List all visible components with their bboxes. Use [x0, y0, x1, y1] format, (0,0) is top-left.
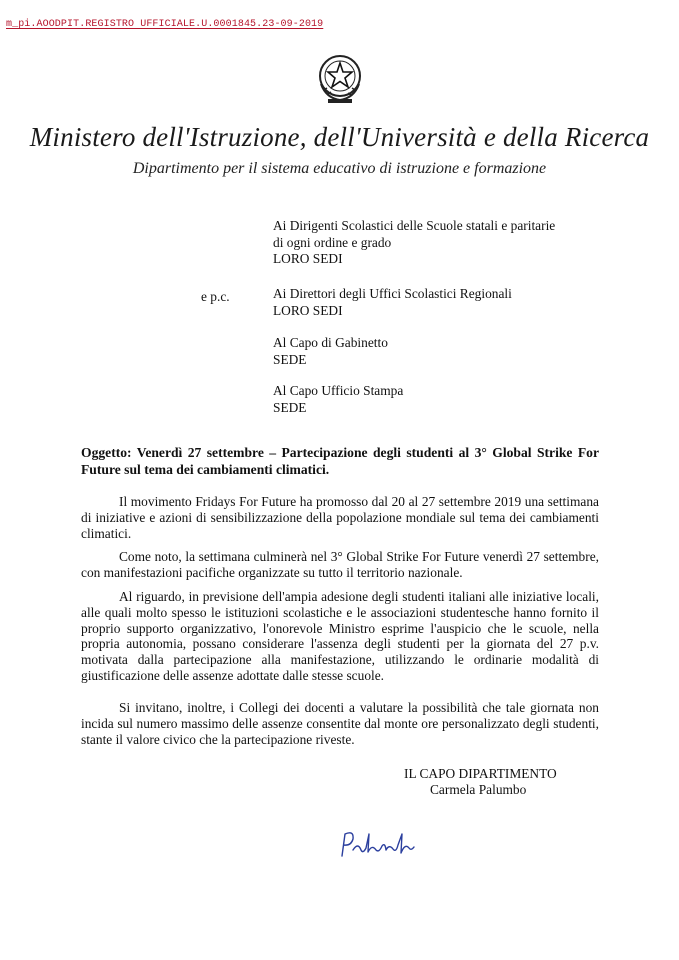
ministry-name: Ministero dell'Istruzione, dell'Università e della Ricerca: [29, 122, 650, 152]
recipient-line: LORO SEDI: [273, 251, 343, 266]
recipient-line: di ogni ordine e grado: [273, 234, 392, 250]
handwritten-signature: [336, 826, 418, 864]
recipient-line: SEDE: [273, 351, 307, 367]
department-name: Dipartimento per il sistema educativo di istruzione e formazione: [132, 160, 547, 177]
recipient-line: Al Capo di Gabinetto: [273, 335, 388, 350]
recipient-block-stampa: [273, 383, 403, 416]
signatory-title: IL CAPO DIPARTIMENTO: [404, 766, 557, 781]
recipient-block-gabinetto: [273, 335, 388, 368]
body-paragraph: Al riguardo, in previsione dell'ampia adesione degli studenti italiani alle iniziative locali, alle quali molto spesso le istituzioni scolastiche e le associazioni studentesche hanno fornito il proprio supporto organizzativo, l'onorevole Ministro esprime l'auspicio che le scuole, nella propria autonomia, possano considerare l'assenza degli studenti per la giornata del 27 p.v. motivata dalla partecipazione alla manifestazione, utilizzando le ordinarie modalità di giustificazione delle assenze adottate dalle stesse scuole.: [81, 589, 599, 683]
body-paragraph: Il movimento Fridays For Future ha promosso dal 20 al 27 settembre 2019 una settimana di iniziative e azioni di sensibilizzazione della popolazione mondiale sul tema dei cambiamenti climatici.: [81, 494, 599, 541]
signatory-name: Carmela Palumbo: [430, 782, 527, 797]
subject-line: Oggetto: Venerdì 27 settembre – Partecipazione degli studenti al 3° Global Strike For Future sul tema dei cambiamenti climatici.: [81, 445, 599, 477]
cc-label: e p.c.: [201, 289, 230, 304]
body-paragraph: Si invitano, inoltre, i Collegi dei docenti a valutare la possibilità che tale giornata non incida sul numero massimo delle assenze consentite dal monte ore personalizzato degli studenti, stante il valore civico che la partecipazione riveste.: [81, 700, 599, 747]
republic-emblem-icon: [312, 50, 368, 106]
recipient-block-direttori: [273, 286, 512, 319]
recipient-line: LORO SEDI: [273, 302, 343, 318]
recipient-line: Ai Dirigenti Scolastici delle Scuole statali e paritarie: [273, 218, 556, 233]
protocol-stamp: m_pi.AOODPIT.REGISTRO UFFICIALE.U.0001845.23-09-2019: [6, 19, 324, 30]
recipient-line: Ai Direttori degli Uffici Scolastici Regionali: [273, 286, 512, 301]
body-paragraph: Come noto, la settimana culminerà nel 3° Global Strike For Future venerdì 27 settembre, con manifestazioni pacifiche organizzate su tutto il territorio nazionale.: [81, 549, 599, 580]
recipient-block-dirigenti: [273, 218, 555, 268]
recipient-line: SEDE: [273, 399, 307, 415]
recipient-line: Al Capo Ufficio Stampa: [273, 383, 404, 398]
